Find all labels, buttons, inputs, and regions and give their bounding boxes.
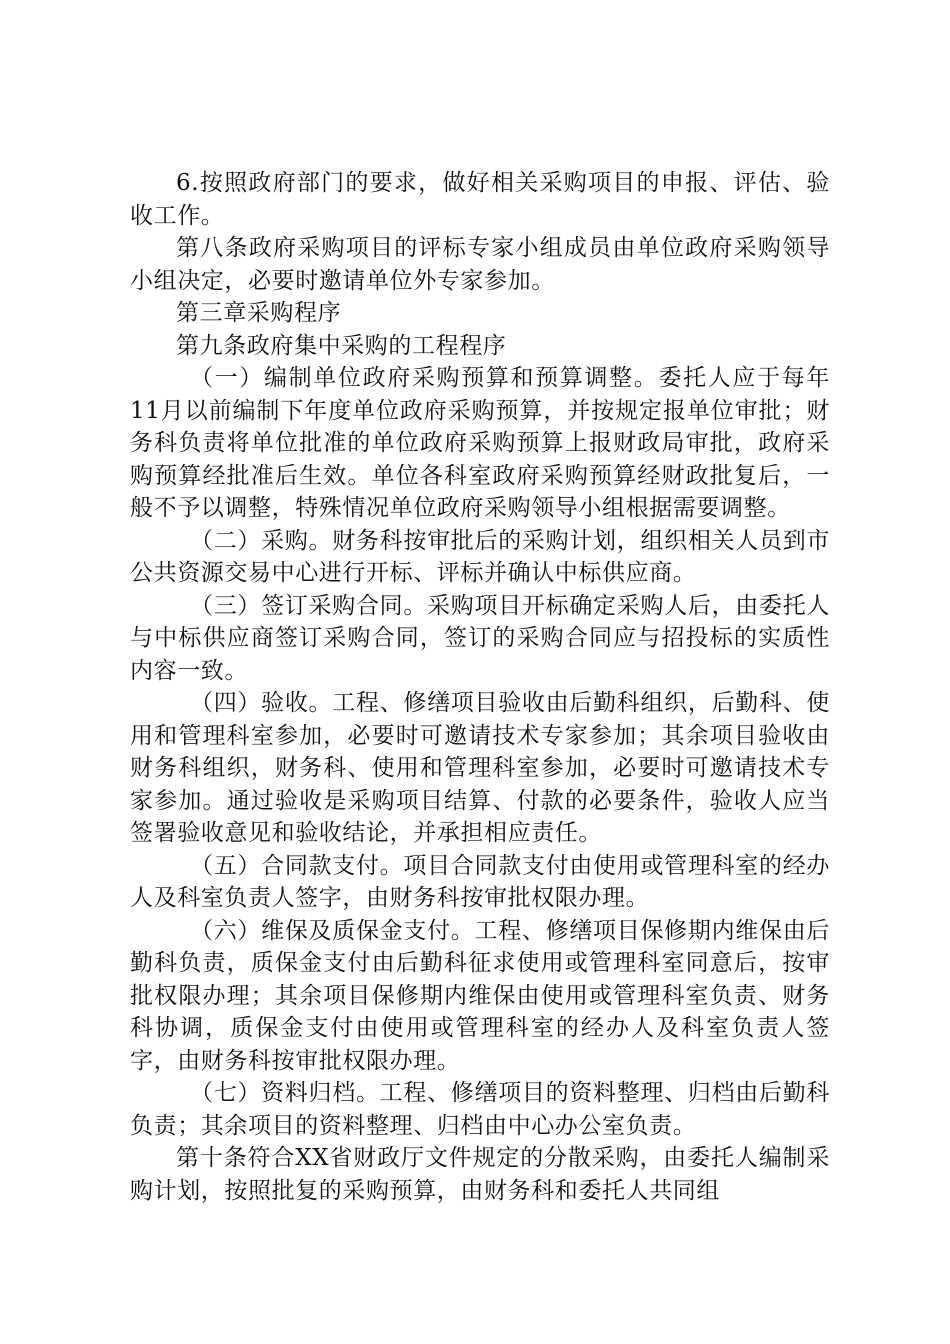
paragraph-article-10: 第十条符合XX省财政厅文件规定的分散采购，由委托人编制采购计划，按照批复的采购预算，由财务科和委托人共同组 — [130, 1145, 830, 1204]
paragraph-article-8: 第八条政府采购项目的评标专家小组成员由单位政府采购领导小组决定，必要时邀请单位外专家参加。 — [130, 235, 830, 294]
paragraph-article-9: 第九条政府集中采购的工程程序 — [176, 332, 507, 359]
paragraph-step-7: （七）资料归档。工程、修缮项目的资料整理、归档由后勤科负责；其余项目的资料整理、归档由中心办公室负责。 — [130, 1080, 830, 1139]
chapter-heading: 第三章采购程序 — [176, 300, 342, 326]
paragraph-step-4: （四）验收。工程、修缮项目验收由后勤科组织，后勤科、使用和管理科室参加，必要时可邀请技术专家参加；其余项目验收由财务科组织，财务科、使用和管理科室参加，必要时可邀请技术专家参加。通过验收是采购项目结算、付款的必要条件，验收人应当签署验收意见和验收结论，并承担相应责任。 — [130, 690, 830, 846]
paragraph-step-1: （一）编制单位政府采购预算和预算调整。委托人应于每年11月以前编制下年度单位政府采购预算，并按规定报单位审批；财务科负责将单位批准的单位政府采购预算上报财政局审批，政府采购预算经批准后生效。单位各科室政府采购预算经财政批复后，一般不予以调整，特殊情况单位政府采购领导小组根据需要调整。 — [130, 365, 830, 521]
document-body — [130, 167, 830, 1207]
paragraph-item-6: 6.按照政府部门的要求，做好相关采购项目的申报、评估、验收工作。 — [130, 170, 830, 229]
paragraph-step-6: （六）维保及质保金支付。工程、修缮项目保修期内维保由后勤科负责，质保金支付由后勤科征求使用或管理科室同意后，按审批权限办理；其余项目保修期内维保由使用或管理科室负责、财务科协调，质保金支付由使用或管理科室的经办人及科室负责人签字，由财务科按审批权限办理。 — [130, 917, 830, 1074]
paragraph-step-2: （二）采购。财务科按审批后的采购计划，组织相关人员到市公共资源交易中心进行开标、评标并确认中标供应商。 — [130, 527, 830, 586]
paragraph-step-5: （五）合同款支付。项目合同款支付由使用或管理科室的经办人及科室负责人签字，由财务科按审批权限办理。 — [130, 852, 830, 911]
paragraph-step-3: （三）签订采购合同。采购项目开标确定采购人后，由委托人与中标供应商签订采购合同，签订的采购合同应与招投标的实质性内容一致。 — [130, 592, 830, 684]
